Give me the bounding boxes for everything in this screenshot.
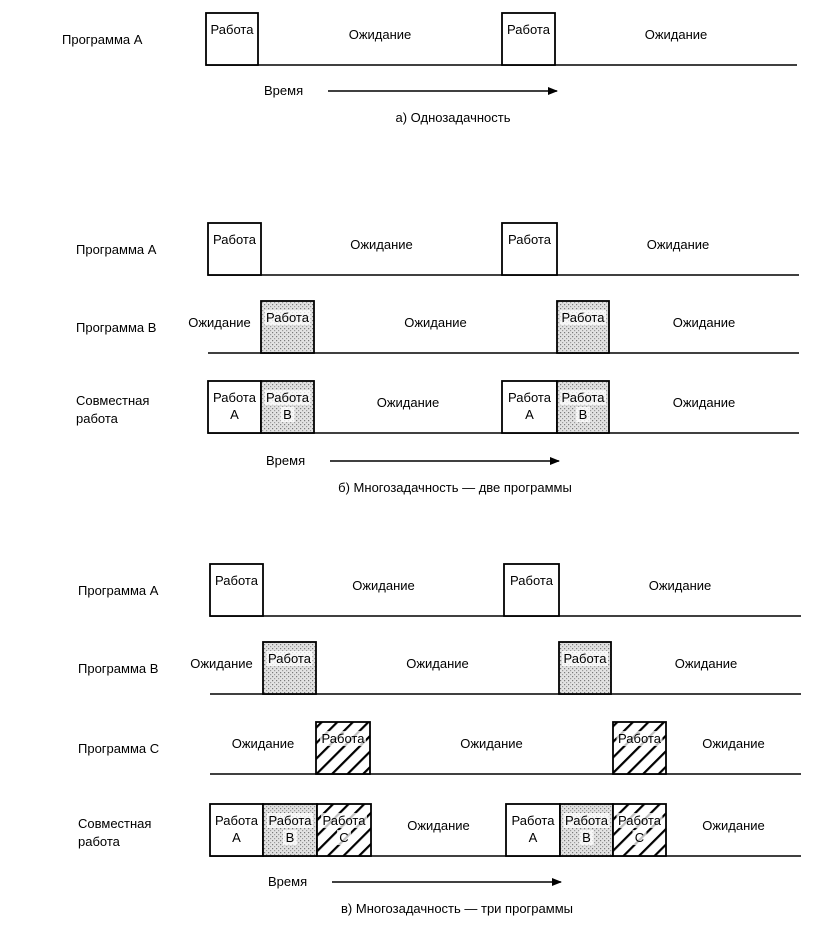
work-label: Работа (268, 651, 311, 666)
work-label: Работа (215, 573, 258, 588)
work-block (557, 301, 609, 353)
wait-label: Ожидание (404, 315, 467, 330)
wait-label: Ожидание (407, 818, 470, 833)
wait-label: Ожидание (674, 656, 738, 671)
work-label: С (339, 830, 349, 845)
panel-caption: б) Многозадачность — две программы (338, 480, 572, 495)
work-block (502, 13, 555, 65)
work-label: В (283, 407, 292, 422)
work-label: Работа (215, 813, 258, 828)
work-label: Работа (618, 731, 661, 746)
timeline-row (76, 301, 799, 353)
work-label: А (232, 830, 241, 845)
work-label: Работа (508, 390, 551, 405)
timeline-row (78, 564, 801, 616)
work-block (261, 301, 314, 353)
work-label: Работа (266, 390, 309, 405)
work-label: Работа (561, 310, 605, 325)
row-label: Программа А (76, 242, 157, 257)
work-label: Работа (322, 813, 366, 828)
wait-label: Ожидание (646, 237, 710, 252)
work-label: Работа (210, 22, 254, 37)
work-label: А (528, 830, 538, 845)
panel-3 (78, 564, 801, 916)
wait-label: Ожидание (188, 315, 251, 330)
row-label: Программа В (78, 661, 159, 676)
wait-label: Ожидание (350, 237, 413, 252)
work-label: Работа (618, 813, 661, 828)
work-label: С (634, 830, 645, 845)
panel-2 (76, 223, 799, 495)
work-label: Работа (511, 813, 555, 828)
work-label: Работа (321, 731, 365, 746)
wait-label: Ожидание (702, 736, 765, 751)
work-label: Работа (510, 573, 553, 588)
wait-label: Ожидание (648, 578, 712, 593)
timeline-row (78, 722, 801, 774)
work-label: Работа (508, 232, 551, 247)
wait-label: Ожидание (672, 315, 736, 330)
work-label: Работа (213, 232, 256, 247)
wait-label: Ожидание (406, 656, 469, 671)
wait-label: Ожидание (348, 27, 412, 42)
time-label: Время (268, 874, 308, 889)
work-block (316, 722, 370, 774)
row-label: работа (78, 834, 120, 849)
panel-caption: в) Многозадачность — три программы (341, 901, 573, 916)
row-label: Программа А (78, 583, 159, 598)
work-block (206, 13, 258, 65)
row-label: Совместная (76, 393, 150, 408)
work-block (208, 223, 261, 275)
work-label: Работа (507, 22, 550, 37)
wait-label: Ожидание (352, 578, 415, 593)
timeline-row (76, 381, 799, 433)
work-block (210, 564, 263, 616)
work-label: А (230, 407, 239, 422)
work-label: Работа (268, 813, 312, 828)
work-block (263, 642, 316, 694)
row-label: работа (76, 411, 118, 426)
wait-label: Ожидание (376, 395, 440, 410)
work-label: Работа (266, 310, 309, 325)
wait-label: Ожидание (190, 656, 253, 671)
work-block (613, 722, 666, 774)
work-label: Работа (213, 390, 256, 405)
wait-label: Ожидание (672, 395, 736, 410)
work-label: В (582, 830, 591, 845)
panel-caption: а) Однозадачность (395, 110, 511, 125)
wait-label: Ожидание (702, 818, 765, 833)
work-label: Работа (563, 651, 607, 666)
work-label: Работа (565, 813, 608, 828)
timeline-row (78, 642, 801, 694)
wait-label: Ожидание (644, 27, 708, 42)
work-label: Работа (561, 390, 605, 405)
row-label: Программа В (76, 320, 157, 335)
work-label: А (525, 407, 534, 422)
time-label: Время (264, 83, 304, 98)
row-label: Программа С (78, 741, 160, 756)
wait-label: Ожидание (460, 736, 523, 751)
work-block (502, 223, 557, 275)
timeline-row (76, 223, 799, 275)
wait-label: Ожидание (231, 736, 295, 751)
row-label: Программа А (62, 32, 143, 47)
panel-1 (62, 13, 797, 125)
work-block (559, 642, 611, 694)
work-block (504, 564, 559, 616)
timeline-row (62, 13, 797, 65)
work-label: В (578, 407, 588, 422)
work-label: В (285, 830, 295, 845)
timeline-row (78, 804, 801, 856)
time-label: Время (266, 453, 306, 468)
row-label: Совместная (78, 816, 152, 831)
